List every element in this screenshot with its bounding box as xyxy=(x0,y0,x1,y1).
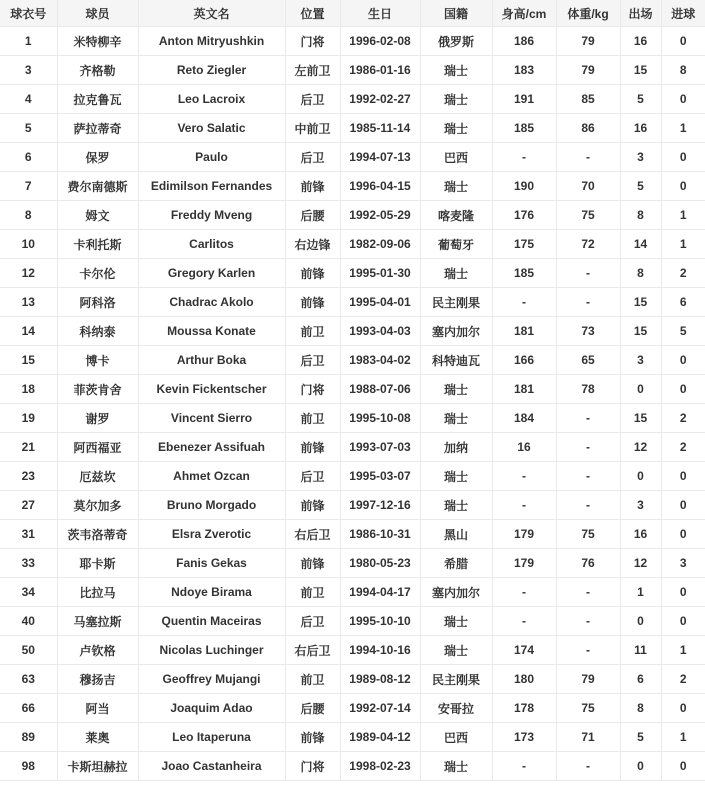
cell-height: 185 xyxy=(492,114,556,143)
cell-weight: - xyxy=(556,462,620,491)
cell-nationality: 瑞士 xyxy=(420,259,492,288)
cell-height: - xyxy=(492,578,556,607)
cell-birthday: 1995-01-30 xyxy=(340,259,420,288)
cell-goals: 0 xyxy=(661,143,705,172)
cell-english-name: Joao Castanheira xyxy=(138,752,285,781)
cell-height: - xyxy=(492,491,556,520)
cell-goals: 0 xyxy=(661,752,705,781)
cell-weight: - xyxy=(556,143,620,172)
cell-weight: 75 xyxy=(556,520,620,549)
cell-weight: 79 xyxy=(556,56,620,85)
cell-jersey-number: 23 xyxy=(0,462,57,491)
cell-appearances: 5 xyxy=(620,172,661,201)
cell-jersey-number: 5 xyxy=(0,114,57,143)
cell-birthday: 1995-10-08 xyxy=(340,404,420,433)
cell-english-name: Chadrac Akolo xyxy=(138,288,285,317)
cell-weight: - xyxy=(556,288,620,317)
cell-english-name: Edimilson Fernandes xyxy=(138,172,285,201)
cell-position: 前锋 xyxy=(285,723,340,752)
table-row xyxy=(0,752,705,781)
cell-english-name: Vero Salatic xyxy=(138,114,285,143)
cell-birthday: 1986-01-16 xyxy=(340,56,420,85)
column-header-goals: 进球 xyxy=(661,0,705,27)
cell-english-name: Anton Mitryushkin xyxy=(138,27,285,56)
cell-weight: 79 xyxy=(556,665,620,694)
cell-jersey-number: 89 xyxy=(0,723,57,752)
cell-height: 16 xyxy=(492,433,556,462)
cell-player-name: 科纳泰 xyxy=(57,317,138,346)
cell-height: 190 xyxy=(492,172,556,201)
cell-birthday: 1994-07-13 xyxy=(340,143,420,172)
cell-player-name: 莱奥 xyxy=(57,723,138,752)
cell-birthday: 1985-11-14 xyxy=(340,114,420,143)
cell-appearances: 11 xyxy=(620,636,661,665)
cell-appearances: 12 xyxy=(620,433,661,462)
cell-jersey-number: 8 xyxy=(0,201,57,230)
table-row xyxy=(0,288,705,317)
cell-nationality: 俄罗斯 xyxy=(420,27,492,56)
table-row xyxy=(0,723,705,752)
cell-jersey-number: 18 xyxy=(0,375,57,404)
cell-nationality: 瑞士 xyxy=(420,462,492,491)
cell-birthday: 1992-05-29 xyxy=(340,201,420,230)
cell-weight: - xyxy=(556,636,620,665)
table-row xyxy=(0,143,705,172)
cell-position: 后卫 xyxy=(285,462,340,491)
cell-height: 179 xyxy=(492,549,556,578)
cell-nationality: 瑞士 xyxy=(420,607,492,636)
cell-goals: 0 xyxy=(661,462,705,491)
cell-position: 前卫 xyxy=(285,665,340,694)
cell-position: 后卫 xyxy=(285,346,340,375)
cell-english-name: Gregory Karlen xyxy=(138,259,285,288)
cell-jersey-number: 66 xyxy=(0,694,57,723)
cell-birthday: 1995-04-01 xyxy=(340,288,420,317)
table-row xyxy=(0,404,705,433)
cell-appearances: 3 xyxy=(620,143,661,172)
cell-position: 右边锋 xyxy=(285,230,340,259)
table-row xyxy=(0,201,705,230)
cell-jersey-number: 33 xyxy=(0,549,57,578)
table-row xyxy=(0,578,705,607)
table-row xyxy=(0,694,705,723)
cell-player-name: 阿西福亚 xyxy=(57,433,138,462)
cell-nationality: 瑞士 xyxy=(420,636,492,665)
cell-goals: 0 xyxy=(661,520,705,549)
cell-player-name: 谢罗 xyxy=(57,404,138,433)
column-header-player-name: 球员 xyxy=(57,0,138,27)
cell-position: 右后卫 xyxy=(285,520,340,549)
table-row xyxy=(0,317,705,346)
cell-birthday: 1989-08-12 xyxy=(340,665,420,694)
cell-height: - xyxy=(492,288,556,317)
cell-goals: 3 xyxy=(661,549,705,578)
table-row xyxy=(0,85,705,114)
cell-nationality: 塞内加尔 xyxy=(420,317,492,346)
cell-nationality: 瑞士 xyxy=(420,404,492,433)
cell-english-name: Elsra Zverotic xyxy=(138,520,285,549)
cell-weight: - xyxy=(556,607,620,636)
cell-position: 中前卫 xyxy=(285,114,340,143)
cell-jersey-number: 31 xyxy=(0,520,57,549)
cell-goals: 1 xyxy=(661,723,705,752)
cell-position: 前锋 xyxy=(285,288,340,317)
cell-birthday: 1982-09-06 xyxy=(340,230,420,259)
cell-appearances: 5 xyxy=(620,85,661,114)
cell-jersey-number: 12 xyxy=(0,259,57,288)
cell-weight: 85 xyxy=(556,85,620,114)
cell-weight: 79 xyxy=(556,27,620,56)
cell-birthday: 1995-10-10 xyxy=(340,607,420,636)
cell-nationality: 希腊 xyxy=(420,549,492,578)
cell-height: 176 xyxy=(492,201,556,230)
cell-goals: 0 xyxy=(661,694,705,723)
cell-birthday: 1992-02-27 xyxy=(340,85,420,114)
cell-weight: - xyxy=(556,491,620,520)
cell-nationality: 民主刚果 xyxy=(420,288,492,317)
cell-weight: - xyxy=(556,404,620,433)
cell-player-name: 菲茨肯舍 xyxy=(57,375,138,404)
cell-jersey-number: 21 xyxy=(0,433,57,462)
cell-english-name: Kevin Fickentscher xyxy=(138,375,285,404)
cell-player-name: 阿科洛 xyxy=(57,288,138,317)
cell-birthday: 1996-04-15 xyxy=(340,172,420,201)
cell-height: 178 xyxy=(492,694,556,723)
cell-appearances: 16 xyxy=(620,27,661,56)
cell-english-name: Paulo xyxy=(138,143,285,172)
cell-player-name: 茨韦洛蒂奇 xyxy=(57,520,138,549)
cell-appearances: 3 xyxy=(620,346,661,375)
cell-appearances: 8 xyxy=(620,259,661,288)
cell-height: - xyxy=(492,143,556,172)
cell-nationality: 巴西 xyxy=(420,723,492,752)
column-header-english-name: 英文名 xyxy=(138,0,285,27)
cell-height: 181 xyxy=(492,375,556,404)
cell-weight: 75 xyxy=(556,201,620,230)
cell-goals: 0 xyxy=(661,491,705,520)
cell-height: 184 xyxy=(492,404,556,433)
cell-nationality: 瑞士 xyxy=(420,491,492,520)
cell-position: 门将 xyxy=(285,27,340,56)
cell-appearances: 0 xyxy=(620,752,661,781)
cell-goals: 2 xyxy=(661,259,705,288)
cell-height: 186 xyxy=(492,27,556,56)
table-body xyxy=(0,27,705,781)
cell-goals: 0 xyxy=(661,172,705,201)
cell-height: 179 xyxy=(492,520,556,549)
cell-nationality: 安哥拉 xyxy=(420,694,492,723)
cell-birthday: 1995-03-07 xyxy=(340,462,420,491)
cell-birthday: 1993-07-03 xyxy=(340,433,420,462)
cell-jersey-number: 19 xyxy=(0,404,57,433)
cell-jersey-number: 14 xyxy=(0,317,57,346)
cell-english-name: Leo Itaperuna xyxy=(138,723,285,752)
cell-nationality: 葡萄牙 xyxy=(420,230,492,259)
cell-birthday: 1980-05-23 xyxy=(340,549,420,578)
cell-weight: - xyxy=(556,433,620,462)
cell-jersey-number: 27 xyxy=(0,491,57,520)
cell-birthday: 1992-07-14 xyxy=(340,694,420,723)
cell-position: 前卫 xyxy=(285,317,340,346)
cell-height: 166 xyxy=(492,346,556,375)
cell-appearances: 1 xyxy=(620,578,661,607)
cell-player-name: 卡斯坦赫拉 xyxy=(57,752,138,781)
cell-weight: 72 xyxy=(556,230,620,259)
cell-weight: 78 xyxy=(556,375,620,404)
cell-english-name: Bruno Morgado xyxy=(138,491,285,520)
cell-jersey-number: 34 xyxy=(0,578,57,607)
cell-birthday: 1988-07-06 xyxy=(340,375,420,404)
cell-birthday: 1986-10-31 xyxy=(340,520,420,549)
table-row xyxy=(0,462,705,491)
cell-nationality: 瑞士 xyxy=(420,172,492,201)
cell-weight: 70 xyxy=(556,172,620,201)
cell-birthday: 1994-04-17 xyxy=(340,578,420,607)
cell-height: 180 xyxy=(492,665,556,694)
cell-goals: 1 xyxy=(661,230,705,259)
table-row xyxy=(0,491,705,520)
cell-english-name: Ndoye Birama xyxy=(138,578,285,607)
column-header-nationality: 国籍 xyxy=(420,0,492,27)
cell-goals: 5 xyxy=(661,317,705,346)
cell-english-name: Freddy Mveng xyxy=(138,201,285,230)
cell-english-name: Ahmet Ozcan xyxy=(138,462,285,491)
cell-birthday: 1983-04-02 xyxy=(340,346,420,375)
cell-jersey-number: 1 xyxy=(0,27,57,56)
cell-jersey-number: 15 xyxy=(0,346,57,375)
cell-position: 门将 xyxy=(285,375,340,404)
table-row xyxy=(0,607,705,636)
cell-nationality: 黑山 xyxy=(420,520,492,549)
cell-birthday: 1994-10-16 xyxy=(340,636,420,665)
table-header-row xyxy=(0,0,705,27)
table-row xyxy=(0,636,705,665)
cell-appearances: 16 xyxy=(620,520,661,549)
cell-height: 175 xyxy=(492,230,556,259)
cell-birthday: 1993-04-03 xyxy=(340,317,420,346)
cell-player-name: 拉克鲁瓦 xyxy=(57,85,138,114)
table-row xyxy=(0,230,705,259)
cell-player-name: 萨拉蒂奇 xyxy=(57,114,138,143)
cell-player-name: 保罗 xyxy=(57,143,138,172)
cell-nationality: 瑞士 xyxy=(420,56,492,85)
cell-english-name: Carlitos xyxy=(138,230,285,259)
cell-player-name: 厄兹坎 xyxy=(57,462,138,491)
cell-nationality: 塞内加尔 xyxy=(420,578,492,607)
table-row xyxy=(0,665,705,694)
cell-english-name: Fanis Gekas xyxy=(138,549,285,578)
cell-position: 后卫 xyxy=(285,85,340,114)
cell-position: 前锋 xyxy=(285,549,340,578)
cell-appearances: 8 xyxy=(620,694,661,723)
cell-height: 181 xyxy=(492,317,556,346)
cell-birthday: 1997-12-16 xyxy=(340,491,420,520)
cell-goals: 0 xyxy=(661,578,705,607)
cell-nationality: 瑞士 xyxy=(420,375,492,404)
cell-height: - xyxy=(492,607,556,636)
cell-english-name: Ebenezer Assifuah xyxy=(138,433,285,462)
cell-jersey-number: 13 xyxy=(0,288,57,317)
cell-height: - xyxy=(492,752,556,781)
cell-appearances: 12 xyxy=(620,549,661,578)
cell-player-name: 马塞拉斯 xyxy=(57,607,138,636)
column-header-weight: 体重/kg xyxy=(556,0,620,27)
cell-appearances: 14 xyxy=(620,230,661,259)
table-row xyxy=(0,375,705,404)
cell-nationality: 瑞士 xyxy=(420,752,492,781)
cell-appearances: 6 xyxy=(620,665,661,694)
cell-appearances: 16 xyxy=(620,114,661,143)
cell-goals: 1 xyxy=(661,201,705,230)
cell-appearances: 15 xyxy=(620,56,661,85)
cell-appearances: 8 xyxy=(620,201,661,230)
cell-goals: 6 xyxy=(661,288,705,317)
cell-appearances: 15 xyxy=(620,404,661,433)
cell-appearances: 0 xyxy=(620,607,661,636)
cell-english-name: Arthur Boka xyxy=(138,346,285,375)
cell-goals: 0 xyxy=(661,607,705,636)
cell-birthday: 1989-04-12 xyxy=(340,723,420,752)
cell-nationality: 加纳 xyxy=(420,433,492,462)
cell-player-name: 博卡 xyxy=(57,346,138,375)
cell-position: 后腰 xyxy=(285,201,340,230)
cell-position: 后腰 xyxy=(285,694,340,723)
cell-nationality: 喀麦隆 xyxy=(420,201,492,230)
cell-birthday: 1998-02-23 xyxy=(340,752,420,781)
cell-english-name: Nicolas Luchinger xyxy=(138,636,285,665)
cell-jersey-number: 7 xyxy=(0,172,57,201)
table-row xyxy=(0,520,705,549)
column-header-height: 身高/cm xyxy=(492,0,556,27)
cell-goals: 8 xyxy=(661,56,705,85)
cell-position: 前锋 xyxy=(285,433,340,462)
table-row xyxy=(0,433,705,462)
cell-position: 后卫 xyxy=(285,607,340,636)
cell-appearances: 15 xyxy=(620,288,661,317)
cell-position: 前锋 xyxy=(285,172,340,201)
cell-position: 右后卫 xyxy=(285,636,340,665)
cell-player-name: 耶卡斯 xyxy=(57,549,138,578)
cell-player-name: 穆扬吉 xyxy=(57,665,138,694)
table-row xyxy=(0,346,705,375)
cell-player-name: 米特柳辛 xyxy=(57,27,138,56)
cell-weight: - xyxy=(556,259,620,288)
cell-nationality: 瑞士 xyxy=(420,85,492,114)
cell-position: 左前卫 xyxy=(285,56,340,85)
table-row xyxy=(0,27,705,56)
cell-appearances: 15 xyxy=(620,317,661,346)
cell-position: 后卫 xyxy=(285,143,340,172)
cell-goals: 0 xyxy=(661,27,705,56)
cell-goals: 2 xyxy=(661,665,705,694)
cell-goals: 0 xyxy=(661,85,705,114)
cell-english-name: Leo Lacroix xyxy=(138,85,285,114)
cell-jersey-number: 6 xyxy=(0,143,57,172)
cell-height: 185 xyxy=(492,259,556,288)
cell-weight: 75 xyxy=(556,694,620,723)
cell-jersey-number: 4 xyxy=(0,85,57,114)
cell-height: - xyxy=(492,462,556,491)
cell-jersey-number: 63 xyxy=(0,665,57,694)
cell-jersey-number: 3 xyxy=(0,56,57,85)
cell-player-name: 比拉马 xyxy=(57,578,138,607)
table-row xyxy=(0,56,705,85)
cell-goals: 1 xyxy=(661,636,705,665)
cell-jersey-number: 50 xyxy=(0,636,57,665)
cell-goals: 2 xyxy=(661,433,705,462)
cell-weight: - xyxy=(556,578,620,607)
cell-goals: 0 xyxy=(661,375,705,404)
cell-weight: 73 xyxy=(556,317,620,346)
cell-weight: 76 xyxy=(556,549,620,578)
cell-height: 173 xyxy=(492,723,556,752)
cell-jersey-number: 98 xyxy=(0,752,57,781)
column-header-birthday: 生日 xyxy=(340,0,420,27)
cell-appearances: 0 xyxy=(620,462,661,491)
column-header-jersey-number: 球衣号 xyxy=(0,0,57,27)
cell-goals: 1 xyxy=(661,114,705,143)
cell-jersey-number: 10 xyxy=(0,230,57,259)
cell-appearances: 0 xyxy=(620,375,661,404)
table-row xyxy=(0,259,705,288)
column-header-position: 位置 xyxy=(285,0,340,27)
cell-weight: 65 xyxy=(556,346,620,375)
cell-position: 前锋 xyxy=(285,491,340,520)
cell-jersey-number: 40 xyxy=(0,607,57,636)
cell-player-name: 卡尔伦 xyxy=(57,259,138,288)
cell-player-name: 卢钦格 xyxy=(57,636,138,665)
cell-height: 191 xyxy=(492,85,556,114)
cell-position: 前卫 xyxy=(285,578,340,607)
cell-position: 前卫 xyxy=(285,404,340,433)
cell-appearances: 3 xyxy=(620,491,661,520)
cell-goals: 2 xyxy=(661,404,705,433)
cell-player-name: 莫尔加多 xyxy=(57,491,138,520)
cell-weight: - xyxy=(556,752,620,781)
cell-position: 前锋 xyxy=(285,259,340,288)
cell-english-name: Quentin Maceiras xyxy=(138,607,285,636)
cell-height: 174 xyxy=(492,636,556,665)
cell-weight: 86 xyxy=(556,114,620,143)
cell-player-name: 卡利托斯 xyxy=(57,230,138,259)
cell-player-name: 费尔南德斯 xyxy=(57,172,138,201)
cell-player-name: 姆文 xyxy=(57,201,138,230)
cell-nationality: 科特迪瓦 xyxy=(420,346,492,375)
table-row xyxy=(0,114,705,143)
table-row xyxy=(0,549,705,578)
cell-appearances: 5 xyxy=(620,723,661,752)
cell-position: 门将 xyxy=(285,752,340,781)
table-row xyxy=(0,172,705,201)
cell-english-name: Vincent Sierro xyxy=(138,404,285,433)
cell-english-name: Reto Ziegler xyxy=(138,56,285,85)
cell-nationality: 瑞士 xyxy=(420,114,492,143)
column-header-appearances: 出场 xyxy=(620,0,661,27)
cell-english-name: Geoffrey Mujangi xyxy=(138,665,285,694)
cell-player-name: 齐格勒 xyxy=(57,56,138,85)
cell-height: 183 xyxy=(492,56,556,85)
cell-goals: 0 xyxy=(661,346,705,375)
cell-nationality: 民主刚果 xyxy=(420,665,492,694)
cell-weight: 71 xyxy=(556,723,620,752)
cell-birthday: 1996-02-08 xyxy=(340,27,420,56)
cell-player-name: 阿当 xyxy=(57,694,138,723)
cell-english-name: Joaquim Adao xyxy=(138,694,285,723)
cell-nationality: 巴西 xyxy=(420,143,492,172)
cell-english-name: Moussa Konate xyxy=(138,317,285,346)
